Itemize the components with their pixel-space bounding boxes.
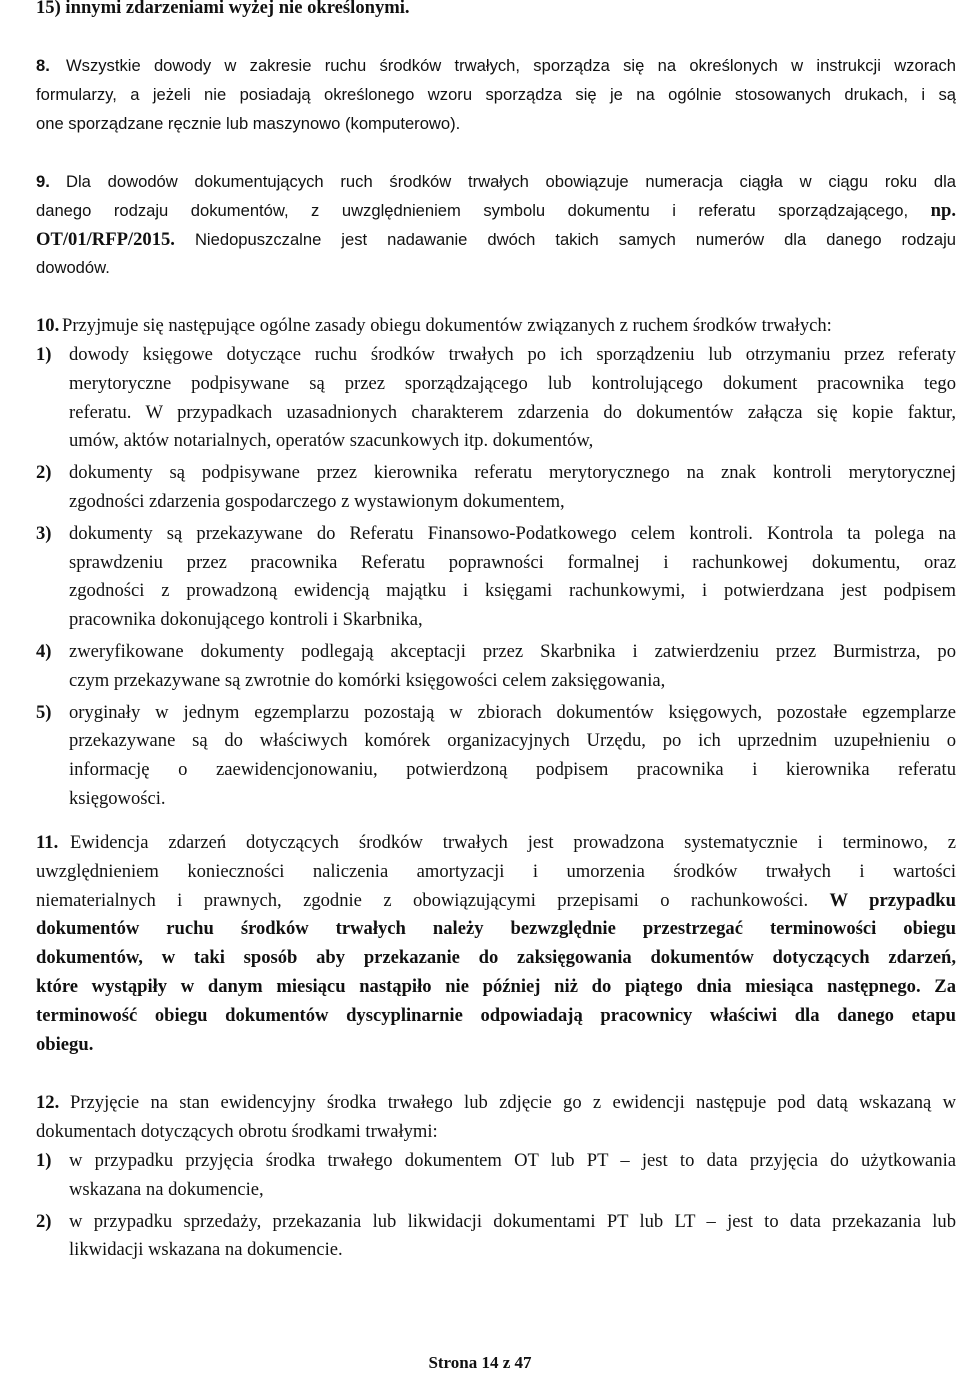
paragraph-11-line: uwzględnieniem konieczności naliczenia amortyzacji i umorzenia środków trwałych i wartości: [36, 860, 956, 882]
paragraph-11-bold: W przypadku: [829, 889, 956, 911]
paragraph-11-text: niematerialnych i prawnych, zgodnie z obowiązującymi przepisami o rachunkowości.: [36, 889, 809, 911]
paragraph-11-bold-line: które wystąpiły w danym miesiącu nastąpiło nie później niż do piątego dnia miesiąca następnego. Za: [36, 975, 956, 997]
paragraph-10-intro: Przyjmuje się następujące ogólne zasady obiegu dokumentów związanych z ruchem środków trwałych:: [62, 315, 832, 336]
list-item: [36, 520, 956, 635]
list-item-line: referatu. W przypadkach uzasadnionych charakterem zdarzenia do dokumentów załącza się kopie faktur,: [69, 401, 956, 423]
list-item: [36, 341, 956, 456]
list-item: [36, 1208, 956, 1266]
list-item-15-text: 15) innymi zdarzeniami wyżej nie określonymi.: [36, 0, 410, 18]
paragraph-11-bold-line: dokumentów, w taki sposób aby przekazanie do zaksięgowania dokumentów dotyczących zdarzeń,: [36, 947, 956, 969]
paragraph-11-line: Ewidencja zdarzeń dotyczących środków trwałych jest prowadzona systematycznie i terminowo, z: [70, 832, 956, 853]
list-item-line: sprawdzeniu przez pracownika Referatu poprawności formalnej i rachunkowej dokumentu, oraz: [69, 551, 956, 573]
list-item-line: dowody księgowe dotyczące ruchu środków trwałych po ich sporządzeniu lub otrzymaniu przez referaty: [69, 344, 956, 365]
paragraph-8: [36, 52, 956, 138]
document-number-example: OT/01/RFP/2015.: [36, 228, 175, 250]
list-item: [36, 638, 956, 696]
paragraph-11-bold-line: dokumentów ruchu środków trwałych należy bezwzględnie przestrzegać terminowości obiegu: [36, 918, 956, 940]
paragraph-8-line: formularzy, a jeżeli nie posiadają określonego wzoru sporządza się je na ogólnie stosowanych drukach, i są: [36, 84, 956, 104]
list-item-number: 4): [36, 641, 52, 662]
paragraph-9: [36, 168, 956, 283]
paragraph-9-text: Niedopuszczalne jest nadawanie dwóch takich samych numerów dla danego rodzaju: [194, 229, 956, 249]
page-number-footer: Strona 14 z 47: [428, 1353, 532, 1372]
list-item-number: 5): [36, 701, 52, 723]
paragraph-9-line: [36, 226, 956, 255]
list-item-line: w przypadku przyjęcia środka trwałego dokumentem OT lub PT – jest to data przyjęcia do użytkowania: [69, 1150, 956, 1171]
paragraph-11-line: [36, 887, 956, 916]
list-item-number: 2): [36, 1210, 52, 1232]
list-item-number: 3): [36, 522, 52, 544]
list-item-line: czym przekazywane są zwrotnie do komórki księgowości celem zaksięgowania,: [69, 669, 666, 691]
list-item-line: dokumenty są podpisywane przez kierownika referatu merytorycznego na znak kontroli merytorycznej: [69, 462, 956, 484]
paragraph-8-number: 8.: [36, 56, 50, 75]
paragraph-8-line: one sporządzane ręcznie lub maszynowo (komputerowo).: [36, 113, 461, 133]
list-item-line: merytoryczne podpisywane są przez sporządzającego lub kontrolującego dokument pracownika tego: [69, 372, 956, 394]
list-item-line: księgowości.: [69, 787, 166, 809]
paragraph-11-number: 11.: [36, 832, 59, 853]
paragraph-9-line: [36, 197, 956, 226]
paragraph-10-number: 10.: [36, 315, 60, 336]
list-item-line: dokumenty są przekazywane do Referatu Finansowo-Podatkowego celem kontroli. Kontrola ta polega na: [69, 522, 956, 544]
list-item-line: zweryfikowane dokumenty podlegają akceptacji przez Skarbnika i zatwierdzeniu przez Burmistrza, po: [69, 641, 956, 662]
paragraph-12-number: 12.: [36, 1092, 60, 1113]
list-item: [36, 459, 956, 517]
list-item-line: likwidacji wskazana na dokumencie.: [69, 1239, 343, 1261]
paragraph-12: [36, 1089, 956, 1147]
list-item-line: wskazana na dokumencie,: [69, 1178, 264, 1200]
paragraph-8-line: Wszystkie dowody w zakresie ruchu środków trwałych, sporządza się na określonych w instrukcji wzorach: [66, 56, 956, 75]
list-item-line: umów, aktów notarialnych, operatów szacunkowych itp. dokumentów,: [69, 430, 594, 452]
list-item-number: 1): [36, 344, 52, 365]
paragraph-9-number: 9.: [36, 172, 50, 191]
paragraph-9-line: Dla dowodów dokumentujących ruch środków trwałych obowiązuje numeracja ciągła w ciągu roku dla: [66, 172, 956, 191]
paragraph-9-bold: np.: [930, 199, 956, 221]
list-item-number: 1): [36, 1150, 52, 1171]
list-item-line: w przypadku sprzedaży, przekazania lub likwidacji dokumentami PT lub LT – jest to data przekazania lub: [69, 1210, 956, 1232]
list-item-line: oryginały w jednym egzemplarzu pozostają w zbiorach dokumentów księgowych, pozostałe egzemplarze: [69, 701, 956, 723]
paragraph-9-line: dowodów.: [36, 258, 110, 278]
list-item-15: [36, 0, 936, 23]
paragraph-10: [36, 312, 956, 341]
paragraph-12-line: dokumentach dotyczących obrotu środkami trwałymi:: [36, 1120, 438, 1142]
paragraph-11-bold-line: obiegu.: [36, 1033, 94, 1055]
paragraph-11-bold-line: terminowość obiegu dokumentów dyscyplinarnie odpowiadają pracownicy właściwi dla danego etapu: [36, 1004, 956, 1026]
list-item: [36, 699, 956, 814]
list-item-line: pracownika dokonującego kontroli i Skarbnika,: [69, 609, 423, 631]
list-item-number: 2): [36, 462, 52, 484]
paragraph-12-line: Przyjęcie na stan ewidencyjny środka trwałego lub zdjęcie go z ewidencji następuje pod datą wskazaną w: [70, 1092, 956, 1113]
list-item: [36, 1147, 956, 1205]
list-item-line: zgodności zdarzenia gospodarczego z wystawionym dokumentem,: [69, 490, 565, 512]
paragraph-9-text: danego rodzaju dokumentów, z uwzględnieniem symbolu dokumentu i referatu sporządzającego,: [36, 200, 909, 220]
paragraph-11: [36, 829, 956, 1059]
list-item-line: informację o zaewidencjonowaniu, potwierdzoną podpisem pracownika i kierownika referatu: [69, 759, 956, 781]
list-item-line: zgodności z prowadzoną ewidencją majątku i księgami rachunkowymi, i potwierdzana jest podpisem: [69, 580, 956, 602]
list-item-line: przekazywane są do właściwych komórek organizacyjnych Urzędu, po ich uprzednim uzupełnieniu o: [69, 730, 956, 752]
